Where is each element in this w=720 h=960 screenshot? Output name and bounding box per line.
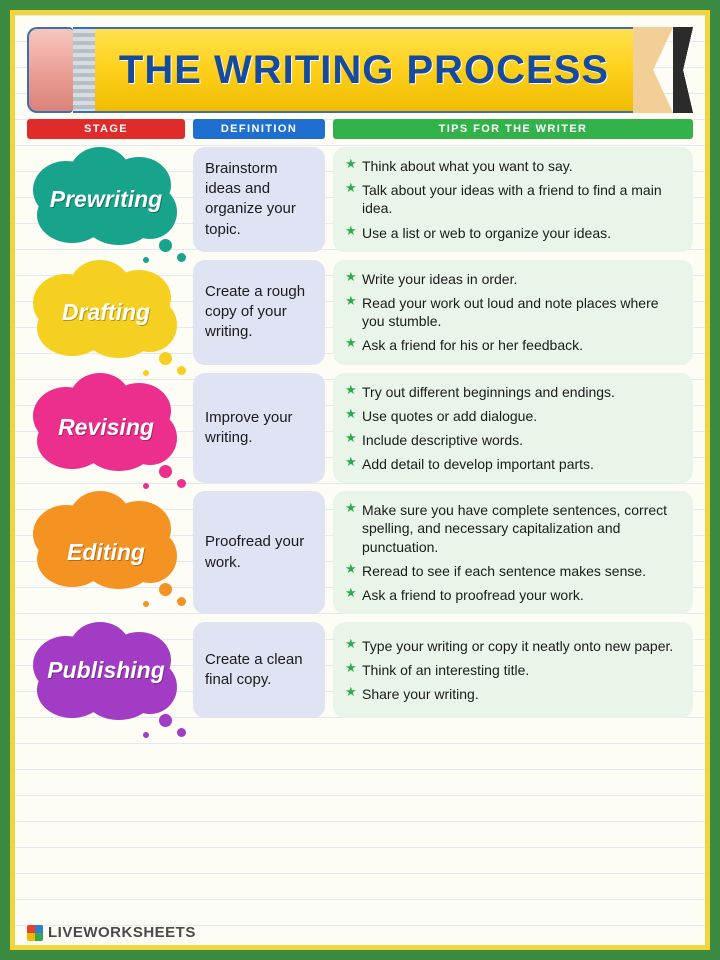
tip-item: ★ Talk about your ideas with a friend to find a main idea. bbox=[345, 180, 662, 217]
blob-trail-dot bbox=[143, 257, 149, 263]
blob-trail-dot bbox=[159, 465, 172, 478]
blob-trail-dot bbox=[177, 366, 186, 375]
stage-label: Revising bbox=[58, 414, 154, 441]
stage-blob-revising bbox=[31, 373, 181, 484]
tip-item: ★ Write your ideas in order. bbox=[345, 268, 518, 287]
blob-trail-dot bbox=[159, 239, 172, 252]
blob-trail-dot bbox=[177, 597, 186, 606]
page-title: THE WRITING PROCESS bbox=[118, 47, 610, 92]
blob-trail-dot bbox=[159, 352, 172, 365]
star-bullet-icon: ★ bbox=[345, 156, 357, 171]
tip-item: ★ Use quotes or add dialogue. bbox=[345, 405, 538, 424]
star-bullet-icon: ★ bbox=[345, 292, 357, 308]
table-row bbox=[27, 260, 693, 365]
blob-trail-dot bbox=[177, 728, 186, 737]
tips-list bbox=[345, 383, 681, 474]
star-bullet-icon: ★ bbox=[345, 381, 357, 397]
blob-trail-dot bbox=[159, 583, 172, 596]
star-bullet-icon: ★ bbox=[345, 268, 357, 284]
definition-cell: Create a clean final copy. bbox=[193, 622, 325, 718]
star-bullet-icon: ★ bbox=[345, 684, 357, 700]
pencil-tip-wood-icon bbox=[633, 27, 673, 113]
tip-item: ★ Try out different beginnings and endings. bbox=[345, 381, 615, 400]
footer-brand-label: LIVEWORKSHEETS bbox=[48, 924, 196, 941]
tips-cell bbox=[333, 622, 693, 718]
tips-list bbox=[345, 637, 681, 704]
tips-cell bbox=[333, 491, 693, 614]
stage-label: Publishing bbox=[47, 656, 165, 683]
column-headers bbox=[27, 119, 693, 139]
stage-cell bbox=[27, 491, 185, 614]
tip-item: ★ Use a list or web to organize your ideas. bbox=[345, 222, 612, 241]
pencil-banner bbox=[27, 27, 693, 113]
tips-cell bbox=[333, 373, 693, 484]
tips-cell bbox=[333, 260, 693, 365]
column-header-definition: DEFINITION bbox=[193, 119, 325, 139]
star-bullet-icon: ★ bbox=[345, 635, 357, 651]
stage-blob-prewriting bbox=[31, 147, 181, 252]
blob-trail-dot bbox=[143, 601, 149, 607]
star-bullet-icon: ★ bbox=[345, 180, 357, 196]
tip-item: ★ Ask a friend to proofread your work. bbox=[345, 585, 584, 603]
star-bullet-icon: ★ bbox=[345, 585, 357, 600]
pencil-tip-lead-icon bbox=[673, 27, 693, 113]
stage-cell bbox=[27, 622, 185, 718]
poster-inner-frame bbox=[10, 10, 710, 950]
tip-item: ★ Add detail to develop important parts. bbox=[345, 454, 594, 473]
stage-blob-editing bbox=[31, 491, 181, 614]
tips-cell bbox=[333, 147, 693, 252]
tip-item: ★ Type your writing or copy it neatly onto new paper. bbox=[345, 635, 674, 654]
tips-list bbox=[345, 501, 681, 604]
table-row bbox=[27, 373, 693, 484]
stage-cell bbox=[27, 147, 185, 252]
tip-item: ★ Ask a friend for his or her feedback. bbox=[345, 335, 583, 354]
stage-label: Prewriting bbox=[49, 185, 163, 212]
stage-cell bbox=[27, 373, 185, 484]
tips-list bbox=[345, 270, 681, 355]
star-bullet-icon: ★ bbox=[345, 335, 357, 351]
definition-cell: Proofread your work. bbox=[193, 491, 325, 614]
stage-blob-publishing bbox=[31, 622, 181, 718]
definition-cell: Create a rough copy of your writing. bbox=[193, 260, 325, 365]
tip-item: ★ Think about what you want to say. bbox=[345, 156, 573, 174]
star-bullet-icon: ★ bbox=[345, 500, 357, 516]
stage-blob-drafting bbox=[31, 260, 181, 365]
blob-trail-dot bbox=[143, 483, 149, 489]
pencil-eraser-icon bbox=[27, 27, 73, 113]
stage-cell bbox=[27, 260, 185, 365]
pencil-barrel bbox=[95, 27, 633, 113]
column-header-stage: STAGE bbox=[27, 119, 185, 139]
pencil-ferrule-icon bbox=[73, 27, 95, 113]
star-bullet-icon: ★ bbox=[345, 405, 357, 421]
tip-item: ★ Share your writing. bbox=[345, 684, 479, 703]
tip-item: ★ Make sure you have complete sentences, correct spelling, and necessary capitalization and punctuation. bbox=[345, 500, 668, 555]
tip-item: ★ Include descriptive words. bbox=[345, 429, 524, 448]
definition-cell: Improve your writing. bbox=[193, 373, 325, 484]
table-row bbox=[27, 622, 693, 718]
liveworksheets-logo-icon bbox=[27, 925, 43, 941]
tip-item: ★ Reread to see if each sentence makes sense. bbox=[345, 560, 647, 579]
tip-item: ★ Think of an interesting title. bbox=[345, 660, 530, 679]
definition-cell: Brainstorm ideas and organize your topic. bbox=[193, 147, 325, 252]
blob-trail-dot bbox=[177, 253, 186, 262]
footer-brand bbox=[27, 924, 196, 941]
stage-label: Drafting bbox=[61, 298, 151, 325]
star-bullet-icon: ★ bbox=[345, 660, 357, 676]
tips-list bbox=[345, 157, 681, 242]
stage-rows bbox=[27, 147, 693, 718]
blob-trail-dot bbox=[143, 732, 149, 738]
table-row bbox=[27, 491, 693, 614]
table-row bbox=[27, 147, 693, 252]
blob-trail-dot bbox=[159, 714, 172, 727]
tip-item: ★ Read your work out loud and note places where you stumble. bbox=[345, 292, 659, 330]
star-bullet-icon: ★ bbox=[345, 454, 357, 470]
blob-trail-dot bbox=[177, 479, 186, 488]
star-bullet-icon: ★ bbox=[345, 429, 357, 445]
blob-trail-dot bbox=[143, 370, 149, 376]
star-bullet-icon: ★ bbox=[345, 560, 357, 576]
star-bullet-icon: ★ bbox=[345, 222, 357, 238]
column-header-tips: TIPS FOR THE WRITER bbox=[333, 119, 693, 139]
stage-label: Editing bbox=[67, 539, 145, 566]
